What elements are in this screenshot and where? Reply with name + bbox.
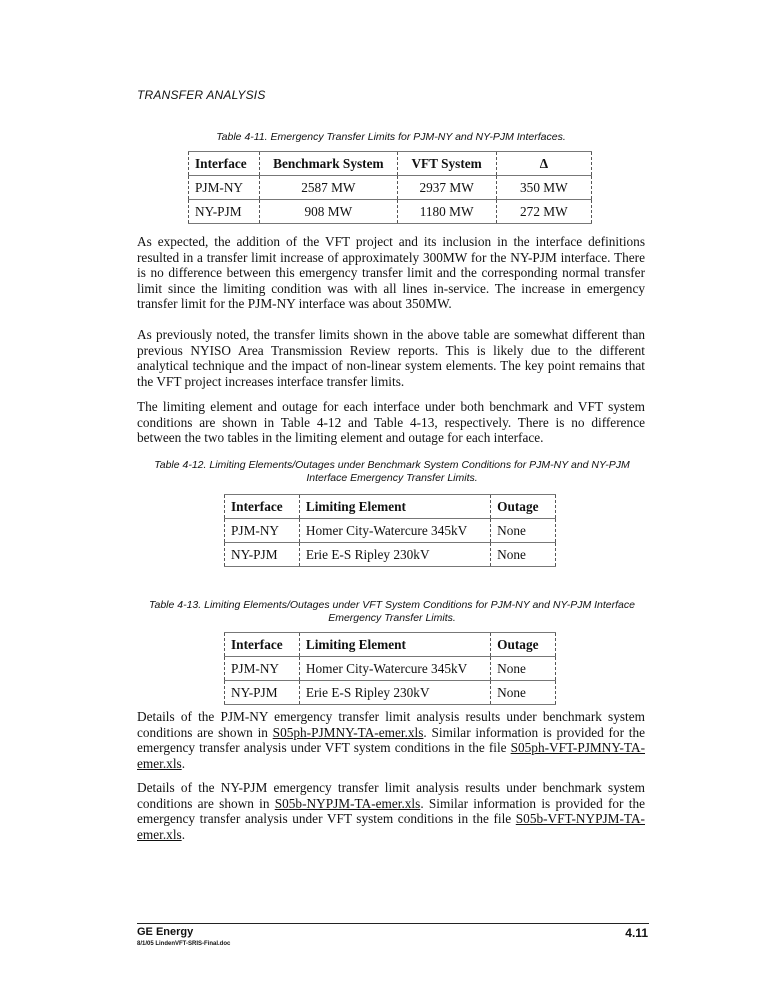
- header-interface: Interface: [225, 495, 300, 519]
- paragraph-4-text: .: [181, 755, 186, 771]
- table-row: [225, 657, 556, 681]
- page-number: 4.11: [625, 926, 648, 940]
- header-interface: Interface: [189, 152, 260, 176]
- table-row: [225, 519, 556, 543]
- section-header: TRANSFER ANALYSIS: [137, 88, 266, 102]
- header-benchmark-system: Benchmark System: [260, 152, 397, 176]
- table-cell: 1180 MW: [397, 200, 496, 224]
- table-cell: Homer City-Watercure 345kV: [299, 657, 490, 681]
- table-cell: None: [491, 657, 556, 681]
- table-cell: NY-PJM: [225, 543, 300, 567]
- table-row: [189, 200, 592, 224]
- paragraph-3: The limiting element and outage for each interface under both benchmark and VFT system conditions are shown in Table 4-12 and Table 4-13, respectively. There is no difference between the two tables in the limiting element and outage for each interface.: [137, 399, 645, 445]
- table-row: [189, 176, 592, 200]
- table-cell: PJM-NY: [189, 176, 260, 200]
- header-outage: Outage: [491, 633, 556, 657]
- table-4-13: [224, 632, 556, 705]
- table-cell: None: [491, 543, 556, 567]
- table-cell: 272 MW: [496, 200, 591, 224]
- paragraph-4: [137, 709, 645, 771]
- paragraph-5-text: . Similar information is provided for the emergency transfer analysis under VFT system conditions in the file: [137, 795, 645, 826]
- paragraph-5-text: Details of the NY-PJM emergency transfer limit analysis results under benchmark system conditions are shown in: [137, 780, 645, 811]
- table-header-row: [189, 152, 592, 176]
- file-link-s05b-vft-nypjm[interactable]: S05b-VFT-NYPJM-TA-emer.xls: [137, 811, 645, 842]
- table-cell: 2937 MW: [397, 176, 496, 200]
- paragraph-1: As expected, the addition of the VFT project and its inclusion in the interface definitions resulted in a transfer limit increase of approximately 300MW for the NY-PJM interface. There is no difference between this emergency transfer limit and the corresponding normal transfer limit since the limiting condition was with all lines in-service. The increase in emergency transfer limit for the PJM-NY interface was about 350MW.: [137, 234, 645, 311]
- table-4-12-caption: Table 4-12. Limiting Elements/Outages under Benchmark System Conditions for PJM-NY and NY-PJM Interface Emergency Transfer Limits.: [154, 459, 630, 484]
- file-link-s05ph-pjmny[interactable]: S05ph-PJMNY-TA-emer.xls: [272, 724, 424, 740]
- table-cell: 2587 MW: [260, 176, 397, 200]
- table-cell: Erie E-S Ripley 230kV: [299, 543, 490, 567]
- footer-divider: [137, 923, 649, 924]
- table-4-12: [224, 494, 556, 567]
- header-limiting-element: Limiting Element: [299, 495, 490, 519]
- footer-company: GE Energy: [137, 926, 194, 938]
- table-cell: NY-PJM: [189, 200, 260, 224]
- paragraph-2: As previously noted, the transfer limits shown in the above table are somewhat different than previous NYISO Area Transmission Review reports. This is likely due to the different analytical technique and the impact of non-linear system elements. The key point remains that the VFT project increases interface transfer limits.: [137, 327, 645, 389]
- table-row: [225, 681, 556, 705]
- footer-filename: 8/1/05 LindenVFT-SRIS-Final.doc: [137, 941, 231, 947]
- table-4-13-caption: Table 4-13. Limiting Elements/Outages under VFT System Conditions for PJM-NY and NY-PJM Interface Emergency Transfer Limits.: [149, 599, 635, 624]
- table-cell: PJM-NY: [225, 657, 300, 681]
- table-cell: PJM-NY: [225, 519, 300, 543]
- table-row: [225, 543, 556, 567]
- paragraph-4-text: . Similar information is provided for the emergency transfer analysis under VFT system conditions in the file: [137, 724, 645, 755]
- footer-left: [137, 926, 230, 950]
- table-cell: 350 MW: [496, 176, 591, 200]
- header-outage: Outage: [491, 495, 556, 519]
- table-cell: NY-PJM: [225, 681, 300, 705]
- table-cell: None: [491, 681, 556, 705]
- header-limiting-element: Limiting Element: [299, 633, 490, 657]
- table-4-11-caption: Table 4-11. Emergency Transfer Limits for PJM-NY and NY-PJM Interfaces.: [216, 131, 566, 143]
- table-header-row: [225, 495, 556, 519]
- paragraph-5: [137, 780, 645, 842]
- file-link-s05b-nypjm[interactable]: S05b-NYPJM-TA-emer.xls: [274, 795, 421, 811]
- paragraph-4-text: Details of the PJM-NY emergency transfer limit analysis results under benchmark system conditions are shown in: [137, 709, 645, 740]
- paragraph-5-text: .: [181, 826, 186, 842]
- table-cell: 908 MW: [260, 200, 397, 224]
- header-vft-system: VFT System: [397, 152, 496, 176]
- table-4-11: [188, 151, 592, 224]
- table-cell: Erie E-S Ripley 230kV: [299, 681, 490, 705]
- file-link-s05ph-vft-pjmny[interactable]: S05ph-VFT-PJMNY-TA-emer.xls: [137, 740, 645, 771]
- table-cell: Homer City-Watercure 345kV: [299, 519, 490, 543]
- table-header-row: [225, 633, 556, 657]
- header-delta: Δ: [496, 152, 591, 176]
- header-interface: Interface: [225, 633, 300, 657]
- table-cell: None: [491, 519, 556, 543]
